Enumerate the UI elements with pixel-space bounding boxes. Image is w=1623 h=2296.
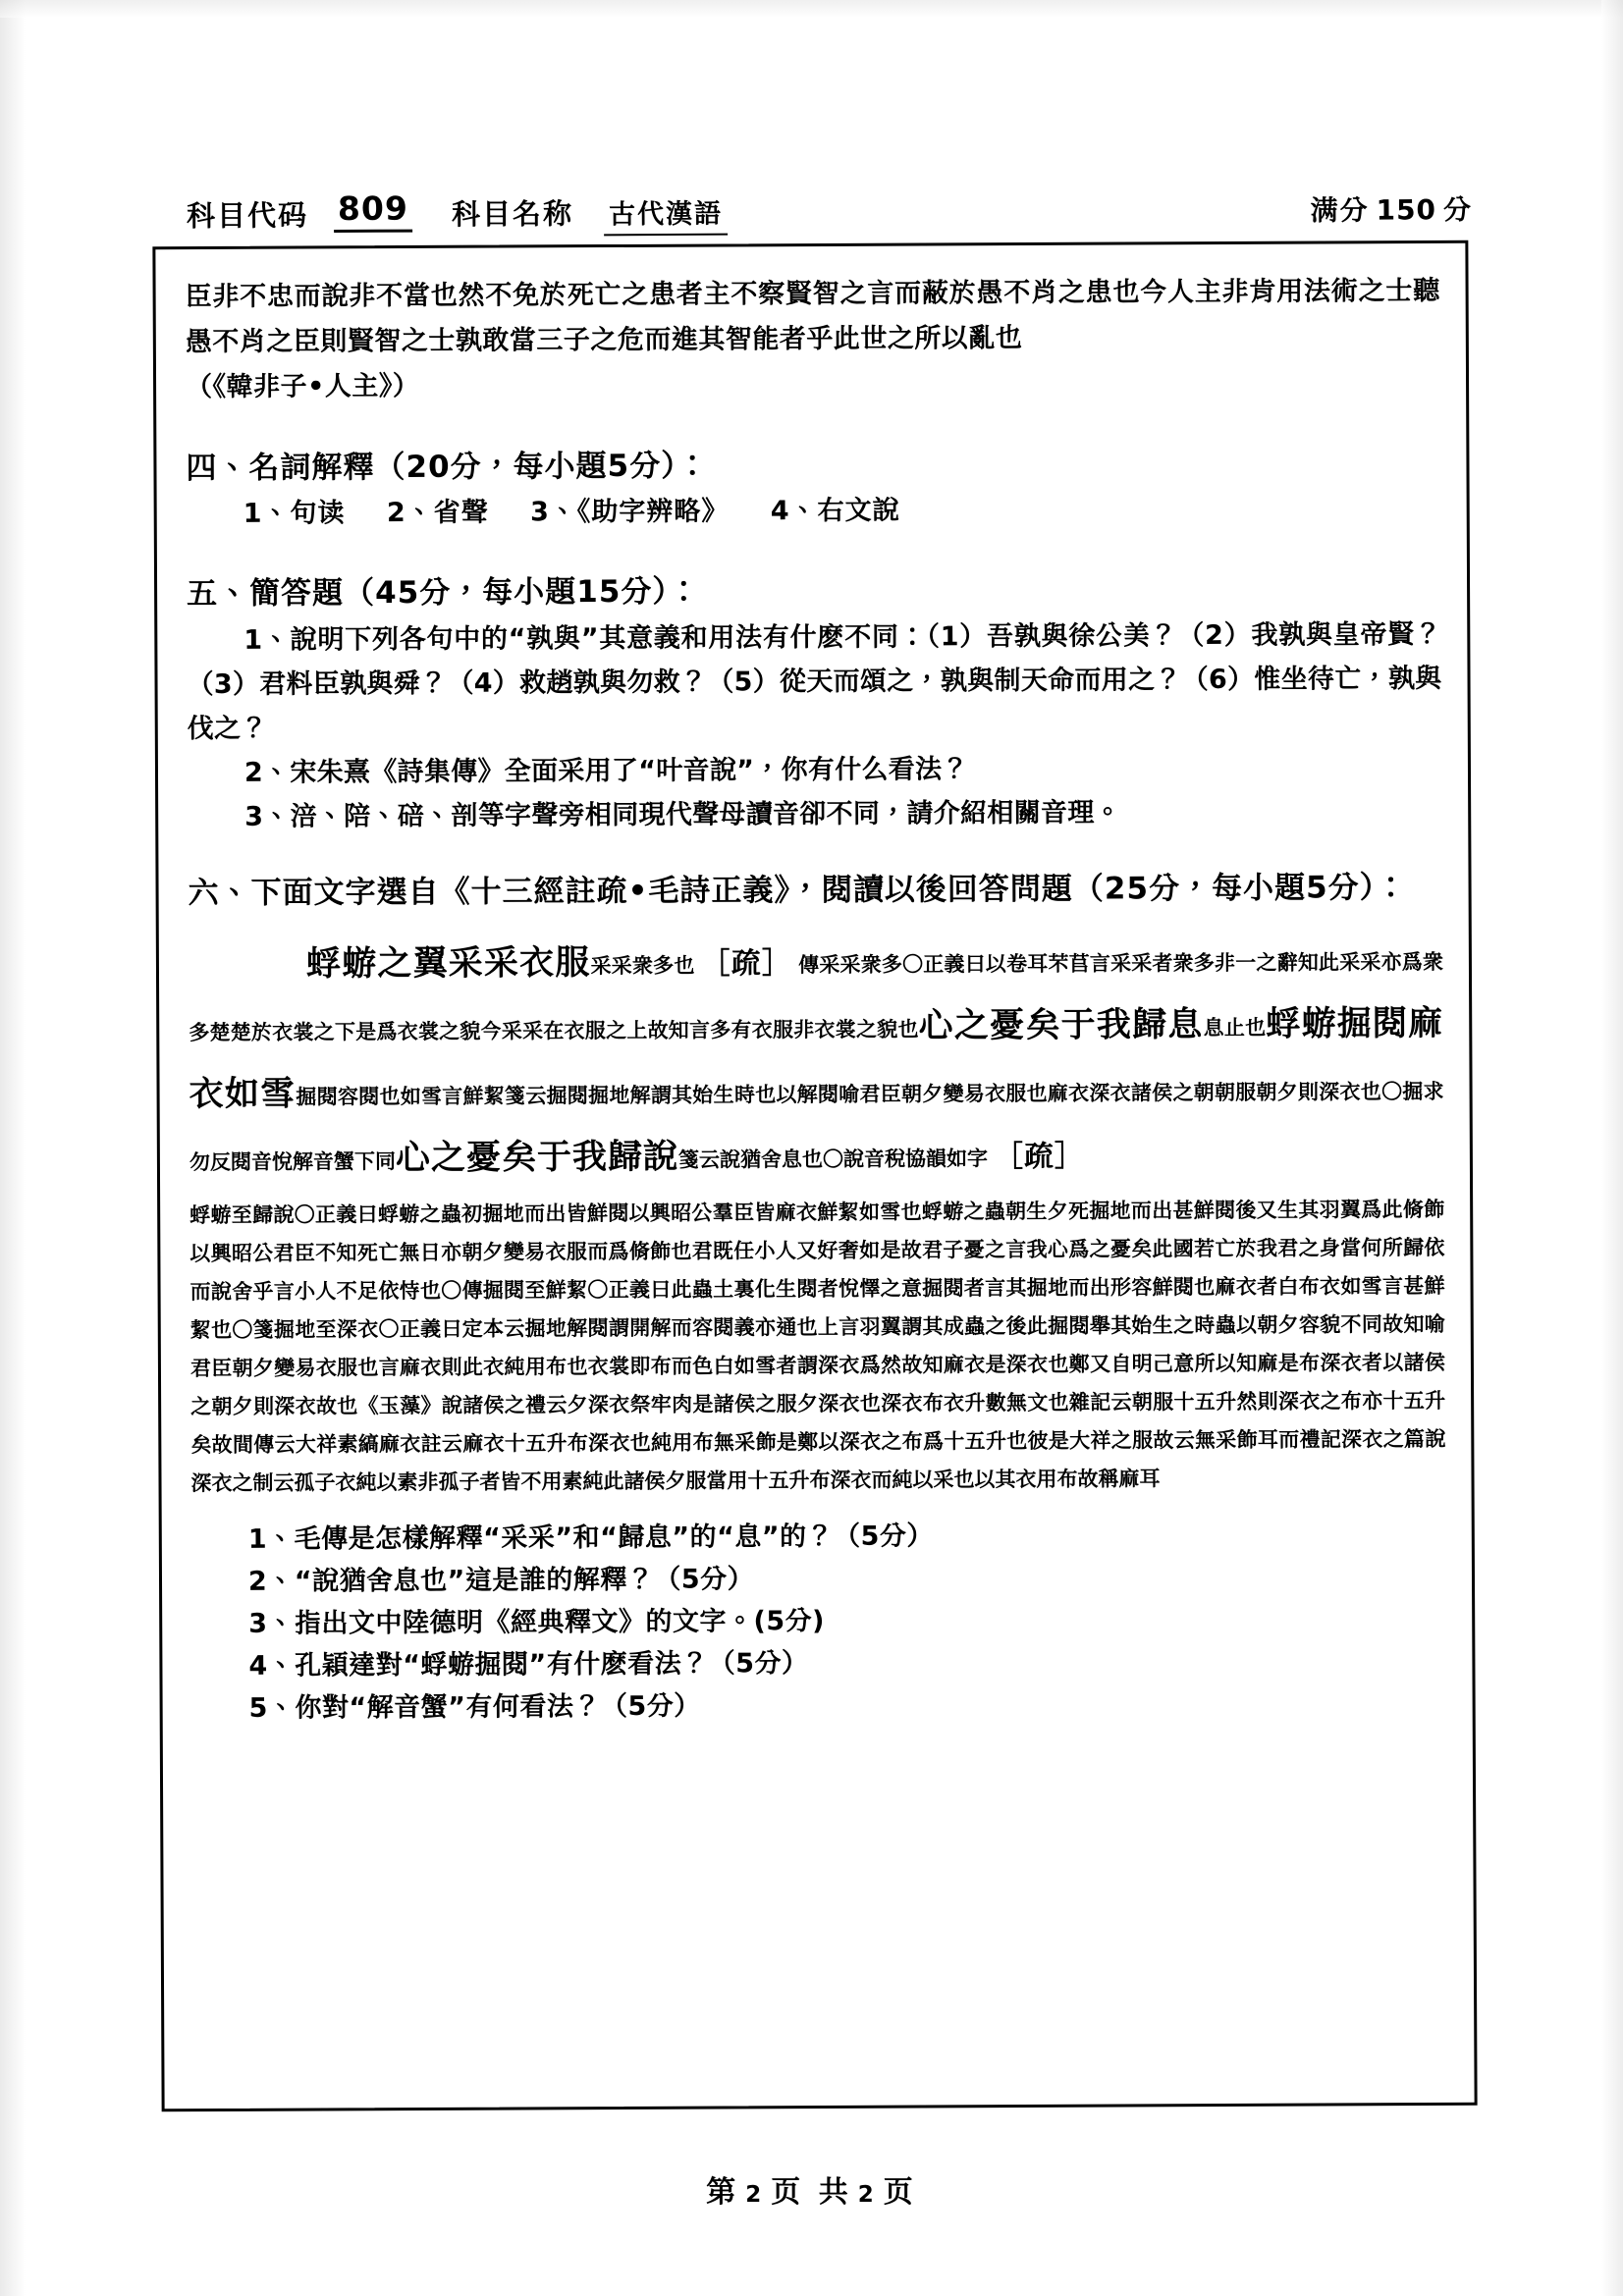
list-item: 4、右文說 — [770, 495, 900, 527]
annotated-passage — [189, 930, 1444, 1195]
scan-edge-left — [0, 0, 26, 2296]
passage-shu-marker: ［疏］ — [993, 1139, 1086, 1175]
passage-main-text: 蜉蝣掘閱麻衣如雪 — [189, 1003, 1444, 1115]
subject-code-label: 科目代码 — [186, 198, 309, 233]
footer-total-pages: 2 — [857, 2182, 878, 2208]
passage-commentary: 箋云說猶舍息也〇說音稅協韻如字 — [677, 1147, 988, 1172]
question-item: 4、孔穎達對“蜉蝣掘閱”有什麽看法？（5分） — [248, 1648, 809, 1682]
passage-dense-commentary: 蜉蝣至歸說〇正義曰蜉蝣之蟲初掘地而出皆鮮閱以興昭公羣臣皆麻衣鮮絜如雪也蜉蝣之蟲朝生夕死掘地而出甚鮮閱後又生其羽翼爲此脩飾以興昭公君臣不知死亡無日亦朝夕變易衣服而爲脩飾也君既任小人又好奢如是故君子憂之言我心爲之憂矣此國若亡於我君之身當何所歸依而說舍乎言小人不足依恃也〇傳掘閱至鮮絜〇正義曰此蟲土裏化生閱者悅懌之意掘閱者言其掘地而出形容鮮閱也麻衣者白布衣如雪言甚鮮絜也〇箋掘地至深衣〇正義曰定本云掘地解閱謂開解而容閱義亦通也上言羽翼謂其成蟲之後此掘閱舉其始生之時蟲以朝夕容貌不同故知喻君臣朝夕變易衣服也言麻衣則此衣純用布也衣裳即布而色白如雪者謂深衣爲然故知麻衣是深衣也鄭又自明己意所以知麻是布深衣者以諸侯之朝夕則深衣故也《玉藻》說諸侯之禮云夕深衣祭牢肉是諸侯之服夕深衣也深衣布衣升數無文也雜記云朝服十五升然則深衣之布亦十五升矣故間傳云大祥素縞麻衣註云麻衣十五升布深衣也純用布無采飾是鄭以深衣之布爲十五升也彼是大祥之服故云無采飾耳而禮記深衣之篇說深衣之制云孤子衣純以素非孤子者皆不用素純此諸侯夕服當用十五升布深衣而純以采也以其衣用布故稱麻耳 — [189, 1197, 1446, 1496]
full-marks-unit: 分 — [1442, 192, 1474, 227]
footer-middle: 页 共 — [771, 2175, 852, 2210]
subject-code-value: 809 — [334, 189, 412, 233]
passage-shu-marker: ［疏］ — [700, 946, 793, 982]
page-footer — [0, 2167, 1623, 2211]
full-marks — [1310, 188, 1473, 229]
passage-commentary: 采亦爲衆多楚楚於衣裳之下是爲衣裳之貌今采采在衣服之上故知言多有衣服非衣裳之貌也 — [189, 949, 1444, 1045]
passage-main-text: 蜉蝣之翼采采衣服 — [305, 943, 591, 985]
list-item: 2、省聲 — [386, 497, 489, 529]
section-five-item-3: 3、涪、陪、碚、剖等字聲旁相同現代聲母讀音卻不同，請介紹相關音理。 — [244, 797, 1121, 832]
question-item: 2、“說猶舍息也”這是誰的解釋？（5分） — [247, 1564, 755, 1597]
subject-name-value: 古代漢語 — [604, 192, 728, 237]
list-item: 1、句读 — [243, 498, 346, 529]
section-five-item-1: 1、說明下列各句中的“孰與”其意義和用法有什麽不同：（1）吾孰與徐公美？（2）我孰與皇帝賢？（3）君料臣孰與舜？（4）救趙孰與勿救？（5）從天而頌之，孰與制天命而用之？（6）惟坐待亡，孰與伐之？ — [187, 618, 1442, 745]
question-item: 5、你對“解音蟹”有何看法？（5分） — [248, 1690, 701, 1724]
passage-commentary: 傳采采衆多〇正義曰以卷耳芣苢言采采者衆多非一之辭知此采 — [798, 950, 1361, 978]
question-item: 1、毛傳是怎樣解釋“采采”和“歸息”的“息”的？（5分） — [247, 1521, 934, 1555]
section-six-heading: 六、下面文字選自《十三經註疏•毛詩正義》，閱讀以後回答問題（25分，每小題5分）： — [188, 870, 1408, 912]
scan-edge-top — [0, 0, 1623, 18]
section-five-item-2: 2、宋朱熹《詩集傳》全面采用了“叶音說”，你有什么看法？ — [243, 754, 969, 788]
full-marks-value: 150 — [1376, 193, 1437, 227]
passage-commentary: 息 — [1203, 1015, 1224, 1041]
exam-body-frame — [152, 240, 1477, 2112]
footer-current-page: 2 — [745, 2182, 766, 2208]
footer-prefix: 第 — [706, 2175, 740, 2210]
top-passage-source: （《韓非子•人主》） — [185, 370, 420, 403]
section-six-questions — [191, 1513, 1447, 1730]
scan-edge-right — [1601, 0, 1623, 2296]
section-five-heading: 五、簡答題（45分，每小題15分）： — [187, 573, 700, 613]
top-passage — [186, 269, 1441, 410]
passage-main-text: 心之憂矣于我歸息 — [918, 1005, 1204, 1046]
section-four-heading: 四、名詞解釋（20分，每小題5分）： — [186, 448, 709, 487]
passage-commentary: 掘閱容閱也如雪言鮮絜箋云掘閱掘地解謂其始生時也以解閱喻君臣朝夕變易衣服也麻衣深衣諸侯之朝朝服朝夕則深衣也〇掘求勿反閱音悅解音蟹下同 — [189, 1079, 1444, 1175]
passage-commentary: 采采衆多也 — [590, 953, 695, 979]
question-item: 3、指出文中陸德明《經典釋文》的文字。(5分) — [248, 1605, 826, 1639]
section-four-items — [187, 487, 1441, 536]
full-marks-label: 满分 — [1310, 193, 1370, 227]
list-item: 3、《助字辨略》 — [530, 496, 730, 528]
passage-commentary: 止也 — [1223, 1015, 1267, 1040]
exam-header — [186, 183, 1474, 241]
top-passage-text: 臣非不忠而說非不當也然不免於死亡之患者主不察賢智之言而蔽於愚不肖之患也今人主非肯用法術之士聽愚不肖之臣則賢智之士孰敢當三子之危而進其智能者乎此世之所以亂也 — [185, 275, 1440, 358]
passage-main-text: 心之憂矣于我歸說 — [395, 1137, 679, 1179]
footer-suffix: 页 — [883, 2175, 917, 2210]
subject-name-label: 科目名称 — [451, 196, 574, 232]
